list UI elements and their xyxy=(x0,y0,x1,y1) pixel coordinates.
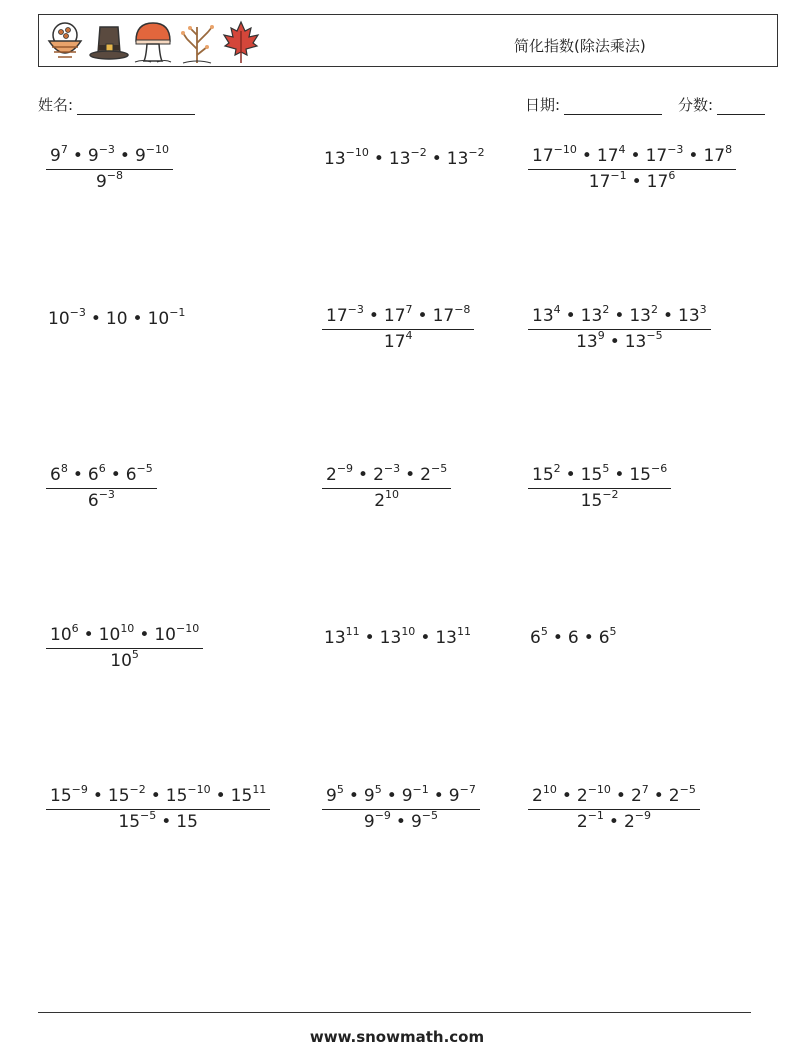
exponent: −9 xyxy=(374,809,391,823)
numerator xyxy=(324,462,449,488)
base: 15 xyxy=(50,786,72,806)
denominator xyxy=(322,329,474,352)
exponent: −6 xyxy=(650,462,668,476)
multiply-dot: • xyxy=(565,465,576,485)
exponent: 5 xyxy=(374,783,382,797)
date-field xyxy=(525,94,662,115)
exponent: −3 xyxy=(347,303,364,317)
pilgrim-hat-icon xyxy=(89,19,129,64)
base: 9 xyxy=(50,146,61,166)
problem-item xyxy=(324,783,478,832)
denominator xyxy=(46,169,173,192)
multiply-dot: • xyxy=(615,786,626,806)
multiply-dot: • xyxy=(386,786,397,806)
denominator xyxy=(46,809,270,832)
base: 2 xyxy=(668,786,680,806)
base: 9 xyxy=(87,146,99,166)
name-field xyxy=(38,94,195,115)
product-expression xyxy=(324,146,485,169)
base: 17 xyxy=(432,306,455,326)
numerator xyxy=(48,783,268,809)
header-icons xyxy=(45,19,261,64)
numerator xyxy=(530,143,734,169)
numerator xyxy=(530,462,669,488)
multiply-dot: • xyxy=(581,146,592,166)
exponent: −3 xyxy=(383,462,401,476)
exponent: 8 xyxy=(60,462,68,476)
exponent: −1 xyxy=(610,169,627,183)
denominator xyxy=(528,809,700,832)
problem-item xyxy=(530,303,709,352)
exponent: −10 xyxy=(587,783,611,797)
problem-item xyxy=(530,462,669,511)
fraction xyxy=(530,303,709,352)
exponent: −3 xyxy=(667,143,684,157)
base: 6 xyxy=(125,465,137,485)
base: 6 xyxy=(87,465,99,485)
base: 15 xyxy=(118,812,141,832)
multiply-dot: • xyxy=(110,465,121,485)
denominator xyxy=(528,329,711,352)
base: 13 xyxy=(324,149,346,169)
exponent: 4 xyxy=(618,143,626,157)
multiply-dot: • xyxy=(552,628,563,648)
exponent: −10 xyxy=(145,143,169,157)
maple-leaf-icon xyxy=(221,19,261,64)
exponent: 5 xyxy=(602,462,610,476)
base: 9 xyxy=(134,146,146,166)
multiply-dot: • xyxy=(373,149,384,169)
base: 9 xyxy=(363,812,375,832)
base: 15 xyxy=(629,465,651,485)
exponent: −10 xyxy=(175,622,200,636)
exponent: −8 xyxy=(454,303,471,317)
base: 6 xyxy=(50,465,61,485)
base: 10 xyxy=(110,651,132,671)
multiply-dot: • xyxy=(72,465,83,485)
exponent: 10 xyxy=(401,625,416,639)
multiply-dot: • xyxy=(583,628,594,648)
problem-item xyxy=(530,783,698,832)
exponent: 6 xyxy=(98,462,106,476)
fraction xyxy=(530,143,734,192)
base: 2 xyxy=(576,812,588,832)
exponent: −10 xyxy=(187,783,211,797)
exponent: 11 xyxy=(456,625,471,639)
numerator xyxy=(48,462,155,488)
problem-item xyxy=(324,462,449,511)
exponent: 7 xyxy=(60,143,68,157)
worksheet-title: 简化指数(除法乘法) xyxy=(514,37,646,55)
base: 13 xyxy=(435,628,457,648)
base: 2 xyxy=(373,465,384,485)
multiply-dot: • xyxy=(561,786,572,806)
base: 17 xyxy=(588,172,611,192)
multiply-dot: • xyxy=(614,306,625,326)
multiply-dot: • xyxy=(420,628,431,648)
multiply-dot: • xyxy=(417,306,428,326)
multiply-dot: • xyxy=(83,625,94,645)
numerator xyxy=(530,783,698,809)
fraction xyxy=(324,303,472,352)
multiply-dot: • xyxy=(139,625,150,645)
base: 15 xyxy=(580,491,603,511)
exponent: −3 xyxy=(98,488,115,502)
problem-item xyxy=(48,306,186,329)
exponent: 9 xyxy=(597,329,605,343)
multiply-dot: • xyxy=(368,306,379,326)
exponent: 2 xyxy=(553,462,561,476)
multiply-dot: • xyxy=(653,786,664,806)
exponent: 5 xyxy=(540,625,548,639)
base: 6 xyxy=(598,628,610,648)
exponent: 2 xyxy=(602,303,610,317)
exponent: −5 xyxy=(421,809,438,823)
problem-item xyxy=(48,783,268,832)
base: 10 xyxy=(98,625,121,645)
exponent: 10 xyxy=(120,622,135,636)
base: 6 xyxy=(567,628,579,648)
multiply-dot: • xyxy=(433,786,444,806)
multiply-dot: • xyxy=(565,306,576,326)
problem-item xyxy=(324,625,471,648)
base: 2 xyxy=(374,491,386,511)
base: 13 xyxy=(324,628,346,648)
basket-icon xyxy=(45,19,85,64)
exponent: −5 xyxy=(140,809,157,823)
base: 13 xyxy=(379,628,402,648)
multiply-dot: • xyxy=(608,812,619,832)
date-blank[interactable] xyxy=(564,98,662,115)
base: 17 xyxy=(645,146,668,166)
numerator xyxy=(324,783,478,809)
exponent: −9 xyxy=(336,462,354,476)
base: 9 xyxy=(326,786,337,806)
exponent: 4 xyxy=(405,329,413,343)
product-expression xyxy=(324,625,471,648)
exponent: −2 xyxy=(410,146,427,160)
multiply-dot: • xyxy=(688,146,699,166)
exponent: −8 xyxy=(106,169,124,183)
exponent: −2 xyxy=(129,783,146,797)
base: 10 xyxy=(147,309,170,329)
base: 2 xyxy=(623,812,635,832)
fraction xyxy=(324,783,478,832)
problem-item xyxy=(530,625,617,648)
exponent: −1 xyxy=(412,783,429,797)
date-label: 日期: xyxy=(525,96,561,114)
exponent: 7 xyxy=(405,303,413,317)
base: 17 xyxy=(646,172,669,192)
fraction xyxy=(48,622,201,671)
base: 2 xyxy=(576,786,588,806)
multiply-dot: • xyxy=(395,812,406,832)
base: 17 xyxy=(326,306,348,326)
multiply-dot: • xyxy=(119,146,130,166)
denominator xyxy=(322,488,451,511)
exponent: −5 xyxy=(679,783,696,797)
exponent: −5 xyxy=(430,462,448,476)
multiply-dot: • xyxy=(431,149,442,169)
bare-branch-icon xyxy=(177,19,217,64)
exponent: −2 xyxy=(468,146,485,160)
denominator xyxy=(528,169,736,192)
base: 13 xyxy=(446,149,469,169)
exponent: 10 xyxy=(542,783,557,797)
base: 15 xyxy=(107,786,130,806)
exponent: −5 xyxy=(136,462,153,476)
base: 9 xyxy=(401,786,413,806)
mushroom-icon xyxy=(133,19,173,64)
problem-item xyxy=(324,303,472,352)
problem-item xyxy=(324,146,485,169)
exponent: 6 xyxy=(71,622,79,636)
base: 2 xyxy=(532,786,543,806)
base: 6 xyxy=(530,628,541,648)
base: 6 xyxy=(87,491,99,511)
base: 15 xyxy=(176,812,198,832)
exponent: −9 xyxy=(71,783,88,797)
base: 10 xyxy=(154,625,176,645)
base: 13 xyxy=(576,332,598,352)
numerator xyxy=(324,303,472,329)
exponent: 6 xyxy=(668,169,676,183)
base: 2 xyxy=(630,786,642,806)
problem-item xyxy=(530,143,734,192)
exponent: 10 xyxy=(385,488,400,502)
worksheet-header xyxy=(38,14,778,67)
base: 2 xyxy=(420,465,431,485)
score-label: 分数: xyxy=(678,96,714,114)
base: 13 xyxy=(388,149,411,169)
exponent: 11 xyxy=(345,625,360,639)
exponent: 8 xyxy=(725,143,733,157)
exponent: −3 xyxy=(98,143,115,157)
score-blank[interactable] xyxy=(717,98,765,115)
base: 15 xyxy=(532,465,554,485)
problem-item xyxy=(48,462,155,511)
exponent: 4 xyxy=(553,303,561,317)
exponent: 5 xyxy=(131,648,139,662)
multiply-dot: • xyxy=(150,786,161,806)
fraction xyxy=(530,783,698,832)
fraction xyxy=(48,462,155,511)
base: 9 xyxy=(95,172,107,192)
multiply-dot: • xyxy=(90,309,101,329)
base: 10 xyxy=(50,625,72,645)
numerator xyxy=(530,303,709,329)
multiply-dot: • xyxy=(405,465,416,485)
fraction xyxy=(324,462,449,511)
base: 13 xyxy=(532,306,554,326)
name-blank[interactable] xyxy=(77,98,195,115)
multiply-dot: • xyxy=(348,786,359,806)
score-field xyxy=(678,94,765,115)
multiply-dot: • xyxy=(609,332,620,352)
exponent: −10 xyxy=(553,143,577,157)
base: 9 xyxy=(448,786,460,806)
exponent: 7 xyxy=(641,783,649,797)
exponent: −7 xyxy=(459,783,476,797)
denominator xyxy=(46,648,203,671)
base: 17 xyxy=(383,332,406,352)
numerator xyxy=(48,622,201,648)
multiply-dot: • xyxy=(215,786,226,806)
base: 15 xyxy=(230,786,253,806)
exponent: −1 xyxy=(169,306,186,320)
base: 15 xyxy=(165,786,188,806)
multiply-dot: • xyxy=(358,465,369,485)
exponent: 5 xyxy=(336,783,344,797)
multiply-dot: • xyxy=(630,146,641,166)
fraction xyxy=(530,462,669,511)
footer-website: www.snowmath.com xyxy=(309,1028,485,1046)
base: 2 xyxy=(326,465,337,485)
base: 9 xyxy=(363,786,375,806)
numerator xyxy=(48,143,171,169)
denominator xyxy=(528,488,671,511)
denominator xyxy=(46,488,157,511)
problem-item xyxy=(48,622,201,671)
base: 17 xyxy=(596,146,619,166)
base: 13 xyxy=(580,306,603,326)
fraction xyxy=(48,143,171,192)
base: 13 xyxy=(624,332,647,352)
exponent: 3 xyxy=(699,303,707,317)
multiply-dot: • xyxy=(92,786,103,806)
product-expression xyxy=(48,306,186,329)
multiply-dot: • xyxy=(631,172,642,192)
base: 10 xyxy=(48,309,70,329)
exponent: −5 xyxy=(646,329,663,343)
denominator xyxy=(322,809,480,832)
multiply-dot: • xyxy=(614,465,625,485)
base: 15 xyxy=(580,465,603,485)
base: 13 xyxy=(678,306,700,326)
exponent: −2 xyxy=(602,488,619,502)
name-label: 姓名: xyxy=(38,96,74,114)
footer-divider xyxy=(38,1012,751,1013)
exponent: 11 xyxy=(252,783,267,797)
base: 13 xyxy=(629,306,651,326)
fraction xyxy=(48,783,268,832)
base: 17 xyxy=(703,146,726,166)
multiply-dot: • xyxy=(662,306,674,326)
exponent: −10 xyxy=(345,146,369,160)
exponent: −9 xyxy=(634,809,651,823)
exponent: 5 xyxy=(609,625,617,639)
multiply-dot: • xyxy=(72,146,83,166)
base: 17 xyxy=(532,146,554,166)
base: 10 xyxy=(105,309,128,329)
multiply-dot: • xyxy=(161,812,172,832)
multiply-dot: • xyxy=(132,309,143,329)
multiply-dot: • xyxy=(364,628,375,648)
base: 17 xyxy=(383,306,406,326)
exponent: −3 xyxy=(69,306,86,320)
problem-item xyxy=(48,143,171,192)
exponent: −1 xyxy=(587,809,604,823)
exponent: 2 xyxy=(650,303,658,317)
base: 9 xyxy=(410,812,422,832)
product-expression xyxy=(530,625,617,648)
